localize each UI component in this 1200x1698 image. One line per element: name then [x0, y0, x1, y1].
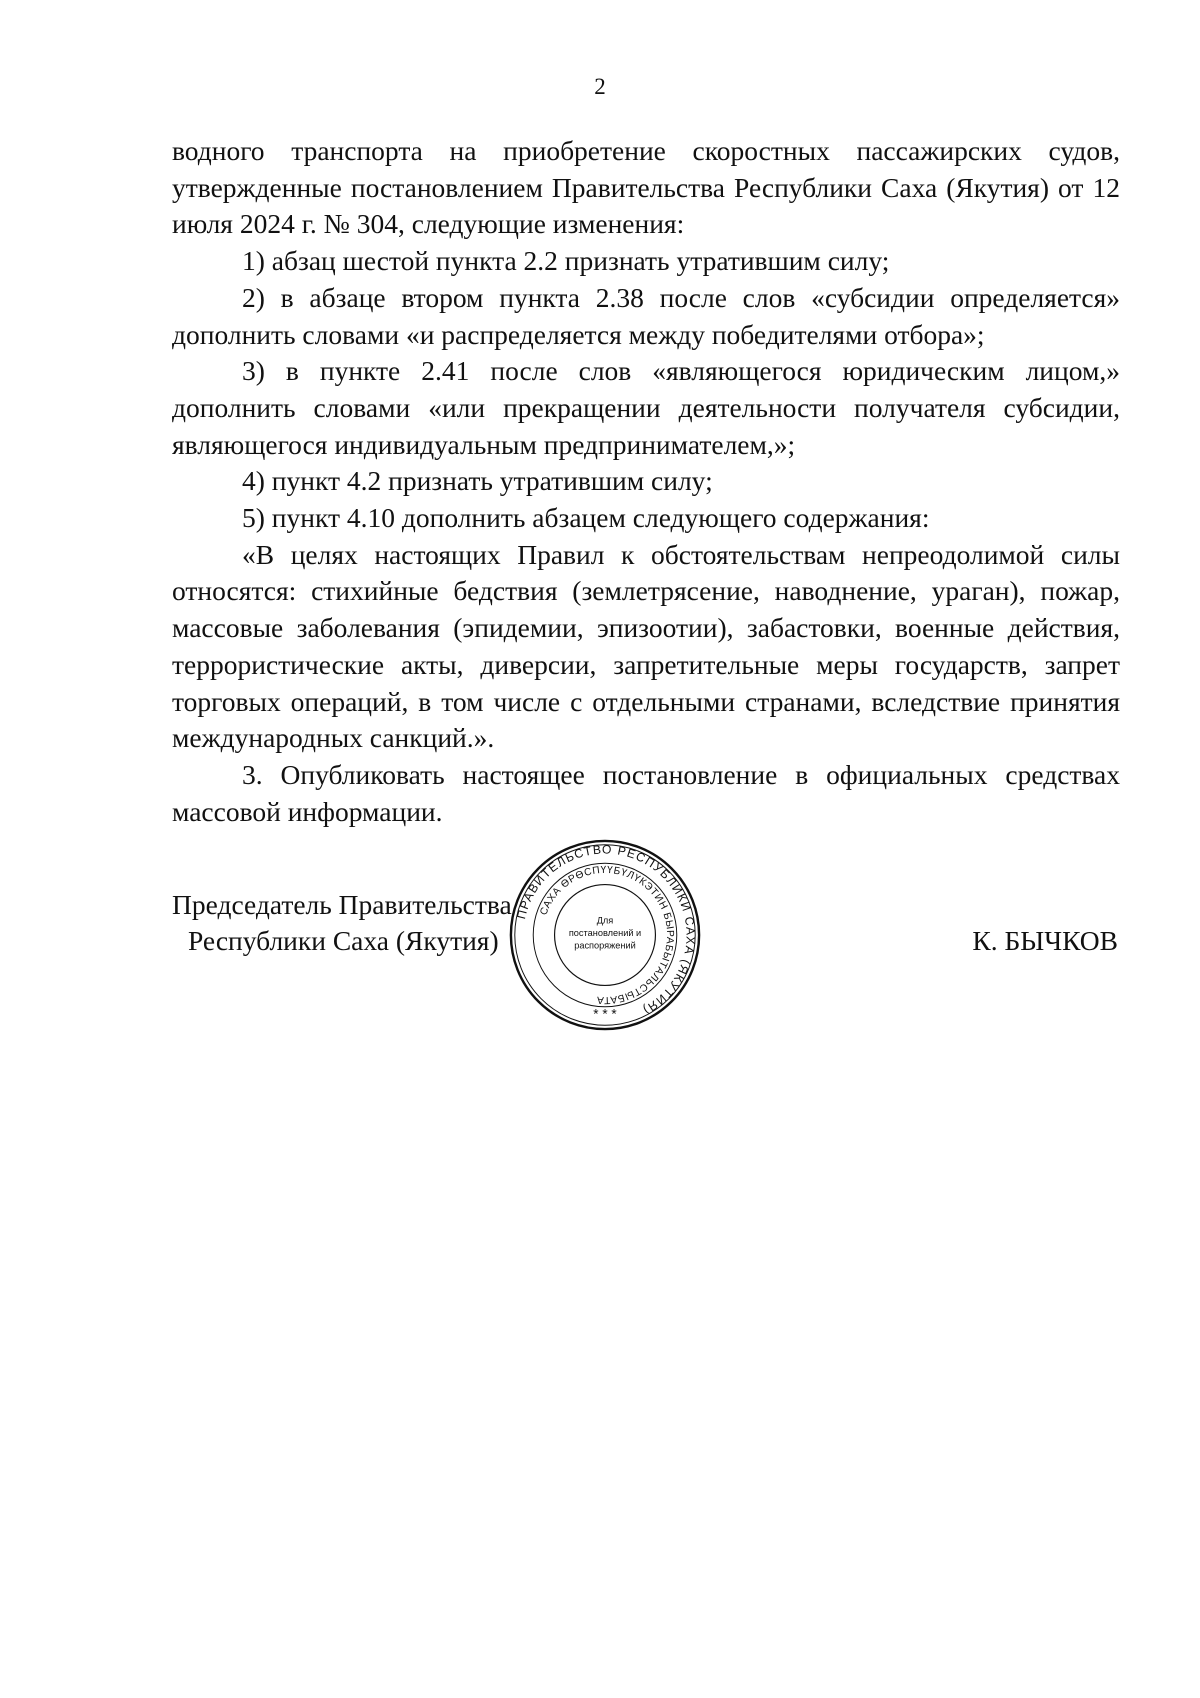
page-number: 2 [594, 74, 606, 99]
amendment-item-1: 1) абзац шестой пункта 2.2 признать утратившим силу; [242, 245, 890, 277]
signatory-title-line2: Республики Саха (Якутия) [188, 925, 499, 956]
amendment-item-3: 3) в пункте 2.41 после слов «являющегося юридическим лицом,» дополнить словами «или прекращении деятельности получателя субсидии, являющегося индивидуальным предпринимателем,»; [172, 355, 1120, 460]
amendment-item-5: 5) пункт 4.10 дополнить абзацем следующего содержания: [242, 502, 930, 534]
amendment-item-2: 2) в абзаце втором пункта 2.38 после слов «субсидии определяется» дополнить словами «и распределяется между победителями отбора»; [172, 281, 1120, 350]
signatory-title-line1: Председатель Правительства [172, 889, 512, 920]
document-body [172, 133, 1120, 830]
official-seal [508, 838, 702, 1032]
publication-clause: 3. Опубликовать настоящее постановление в официальных средствах массовой информации. [172, 758, 1120, 827]
seal-inner-text: САХА ӨРӨСПҮҮБҮЛҮКЭТИН БЫРАБЫТАЛЬСТЫБАТА [538, 864, 676, 1006]
paragraph-continuation: водного транспорта на приобретение скоростных пассажирских судов, утвержденные постановлением Правительства Республики Саха (Якутия) от 12 июля 2024 г. № 304, следующие изменения: [172, 135, 1120, 240]
signatory-title [172, 887, 512, 959]
signatory-name: К. БЫЧКОВ [972, 925, 1118, 956]
amendment-item-4: 4) пункт 4.2 признать утратившим силу; [242, 465, 713, 497]
force-majeure-paragraph: «В целях настоящих Правил к обстоятельствам непреодолимой силы относятся: стихийные бедствия (землетрясение, наводнение, ураган), пожар, массовые заболевания (эпидемии, эпизоотии), забастовки, военные действия, террористические акты, диверсии, запретительные меры государств, запрет торговых операций, в том числе с отдельными странами, вследствие принятия международных санкций.». [172, 538, 1120, 754]
seal-center-line1: Для [596, 915, 614, 926]
seal-outer-text: ПРАВИТЕЛЬСТВО РЕСПУБЛИКИ САХА (ЯКУТИЯ) [514, 842, 698, 1018]
seal-center-line3: распоряжений [574, 940, 636, 951]
seal-stars: * * * [593, 1006, 617, 1022]
seal-center-line2: постановлений и [568, 927, 642, 938]
